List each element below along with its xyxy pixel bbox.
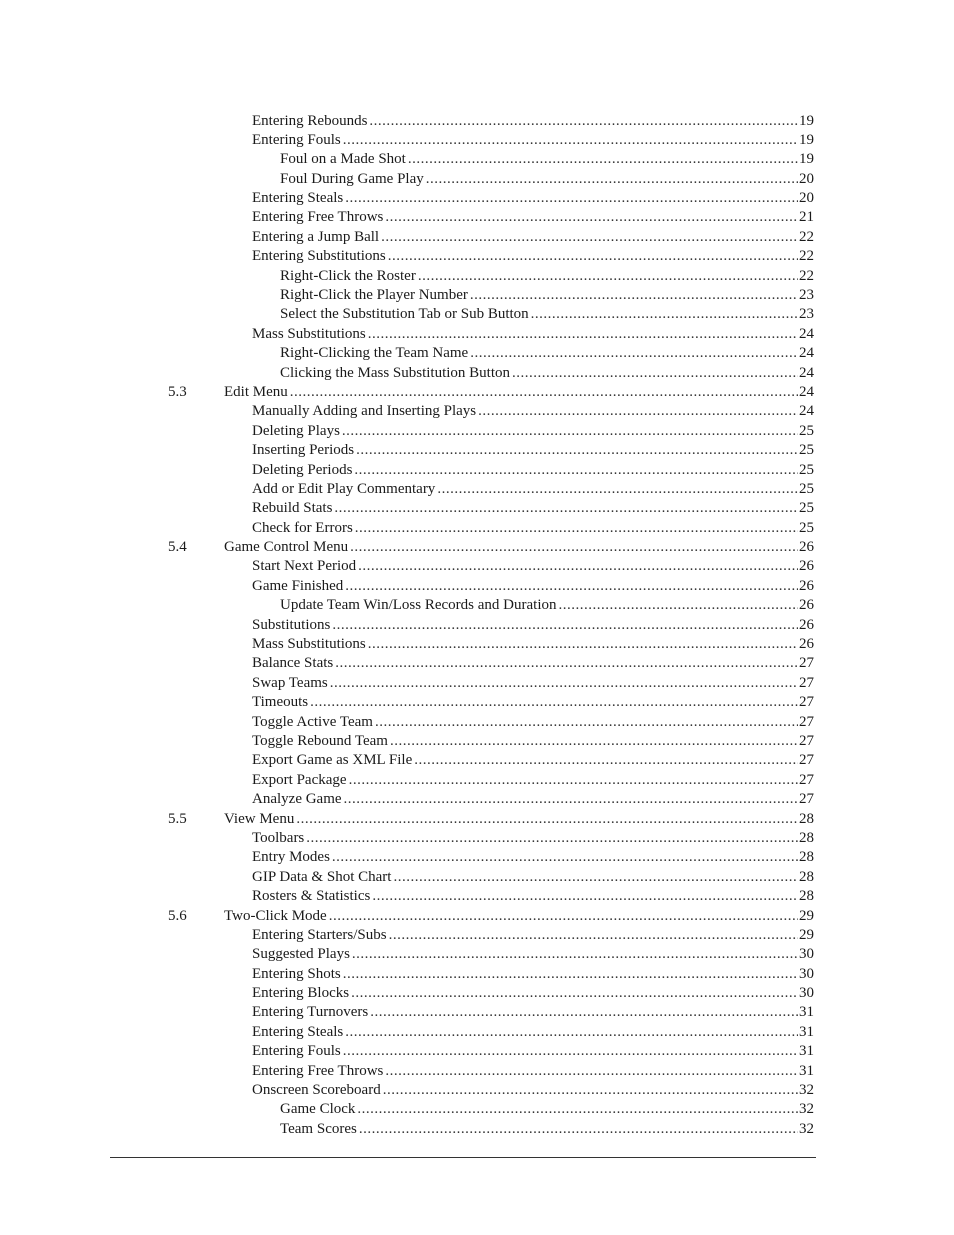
toc-entry[interactable] <box>0 810 954 829</box>
toc-entry-title: Select the Substitution Tab or Sub Button <box>280 306 529 323</box>
dot-leader <box>408 150 798 169</box>
toc-entry-line <box>252 228 814 247</box>
toc-entry-line <box>252 713 814 732</box>
toc-entry-line <box>252 771 814 790</box>
toc-entry-page: 24 <box>799 345 814 362</box>
toc-entry-line <box>224 383 814 402</box>
toc-entry-title: Toggle Rebound Team <box>252 733 388 749</box>
toc-entry-title: Entering Free Throws <box>252 1062 384 1079</box>
toc-entry[interactable] <box>0 189 954 208</box>
toc-entry[interactable] <box>0 907 954 926</box>
toc-entry-line <box>252 887 814 906</box>
toc-entry-title: GIP Data & Shot Chart <box>252 868 392 885</box>
toc-entry[interactable] <box>0 519 954 538</box>
dot-leader <box>335 654 798 673</box>
toc-entry-title: Right-Click the Player Number <box>280 287 468 304</box>
toc-entry[interactable] <box>0 131 954 150</box>
toc-entry[interactable] <box>0 771 954 790</box>
toc-entry[interactable] <box>0 713 954 732</box>
toc-entry-page: 22 <box>799 228 814 245</box>
toc-entry-line <box>252 480 814 499</box>
toc-entry-page: 27 <box>799 791 814 808</box>
dot-leader <box>470 286 798 305</box>
dot-leader <box>332 616 798 635</box>
toc-entry-title: Game Clock <box>280 1101 356 1118</box>
toc-entry[interactable] <box>0 887 954 906</box>
toc-entry-line <box>252 112 814 131</box>
toc-entry-page: 25 <box>799 519 814 536</box>
dot-leader <box>478 402 798 421</box>
dot-leader <box>306 829 798 848</box>
toc-entry-title: Entering Steals <box>252 190 344 207</box>
toc-entry-page: 27 <box>799 752 814 769</box>
dot-leader <box>349 771 798 790</box>
toc-entry-page: 31 <box>799 1023 814 1040</box>
toc-entry-line <box>252 461 814 480</box>
toc-entry[interactable] <box>0 654 954 673</box>
toc-entry-line <box>252 519 814 538</box>
toc-entry-page: 30 <box>799 985 814 1002</box>
toc-entry-page: 28 <box>799 829 814 846</box>
table-of-contents <box>0 112 954 1140</box>
toc-entry-title: Entering Turnovers <box>252 1004 369 1021</box>
dot-leader <box>357 1100 798 1119</box>
toc-entry-page: 32 <box>799 1120 814 1137</box>
toc-entry[interactable] <box>0 1081 954 1100</box>
toc-entry-line <box>252 557 814 576</box>
toc-entry-title: Mass Substitutions <box>252 636 366 653</box>
dot-leader <box>334 499 798 518</box>
footer-rule <box>110 1157 816 1158</box>
toc-entry-line <box>252 1062 814 1081</box>
toc-entry[interactable] <box>0 732 954 751</box>
toc-entry[interactable] <box>0 945 954 964</box>
toc-entry-line <box>252 693 814 712</box>
toc-entry-title: Foul on a Made Shot <box>280 151 406 168</box>
toc-entry-title: Entering Shots <box>252 965 341 982</box>
toc-entry-line <box>252 247 814 266</box>
toc-entry[interactable] <box>0 112 954 131</box>
toc-entry-page: 28 <box>799 888 814 905</box>
toc-entry[interactable] <box>0 170 954 189</box>
toc-entry[interactable] <box>0 208 954 227</box>
toc-entry-line <box>280 286 814 305</box>
toc-entry-title: Entering Rebounds <box>252 112 368 129</box>
dot-leader <box>350 538 798 557</box>
toc-entry-line <box>252 131 814 150</box>
toc-entry-title: Timeouts <box>252 694 309 711</box>
toc-entry-page: 25 <box>799 480 814 497</box>
toc-entry[interactable] <box>0 461 954 480</box>
toc-entry[interactable] <box>0 596 954 615</box>
toc-entry-page: 24 <box>799 403 814 420</box>
toc-entry-page: 29 <box>799 926 814 943</box>
dot-leader <box>393 868 798 887</box>
toc-entry-line <box>280 1120 814 1139</box>
toc-entry-line <box>280 150 814 169</box>
toc-entry[interactable] <box>0 480 954 499</box>
toc-entry-line <box>252 848 814 867</box>
dot-leader <box>356 441 798 460</box>
toc-entry-page: 24 <box>799 325 814 342</box>
toc-entry-page: 25 <box>799 442 814 459</box>
toc-entry-page: 27 <box>799 771 814 788</box>
toc-entry-title: Suggested Plays <box>252 946 350 963</box>
toc-entry-line <box>252 732 814 751</box>
dot-leader <box>354 461 798 480</box>
toc-entry-title: Game Finished <box>252 577 344 594</box>
toc-entry-title: Deleting Periods <box>252 461 353 478</box>
toc-entry-line <box>224 538 814 557</box>
toc-entry-title: Right-Clicking the Team Name <box>280 345 469 362</box>
toc-entry[interactable] <box>0 848 954 867</box>
toc-entry-page: 26 <box>799 636 814 653</box>
toc-entry-line <box>252 635 814 654</box>
toc-entry[interactable] <box>0 441 954 460</box>
toc-entry-page: 25 <box>799 461 814 478</box>
dot-leader <box>385 1062 798 1081</box>
toc-entry-page: 29 <box>799 907 814 924</box>
toc-entry[interactable] <box>0 751 954 770</box>
toc-entry[interactable] <box>0 267 954 286</box>
dot-leader <box>418 267 798 286</box>
toc-entry-title: Analyze Game <box>252 791 342 808</box>
toc-entry-line <box>252 499 814 518</box>
dot-leader <box>290 383 798 402</box>
toc-entry-page: 28 <box>799 849 814 866</box>
dot-leader <box>332 848 798 867</box>
toc-entry[interactable] <box>0 616 954 635</box>
dot-leader <box>381 228 798 247</box>
toc-entry[interactable] <box>0 557 954 576</box>
dot-leader <box>375 713 798 732</box>
toc-entry[interactable] <box>0 228 954 247</box>
toc-entry-title: Toolbars <box>252 829 305 846</box>
dot-leader <box>345 189 798 208</box>
toc-entry-line <box>252 1042 814 1061</box>
toc-entry-title: Rebuild Stats <box>252 500 333 517</box>
toc-entry[interactable] <box>0 1003 954 1022</box>
toc-entry-title: Rosters & Statistics <box>252 888 371 905</box>
toc-entry[interactable] <box>0 868 954 887</box>
toc-entry-page: 20 <box>799 170 814 187</box>
toc-entry-title: Entering a Jump Ball <box>252 228 380 245</box>
toc-entry-line <box>252 829 814 848</box>
toc-entry[interactable] <box>0 150 954 169</box>
dot-leader <box>343 1042 798 1061</box>
toc-entry-page: 19 <box>799 131 814 148</box>
dot-leader <box>531 305 798 324</box>
toc-entry-page: 26 <box>799 558 814 575</box>
toc-entry-page: 22 <box>799 248 814 265</box>
toc-entry-page: 27 <box>799 733 814 749</box>
toc-entry-page: 32 <box>799 1082 814 1099</box>
toc-entry-title: Foul During Game Play <box>280 170 424 187</box>
toc-entry-title: Two-Click Mode <box>224 907 327 924</box>
toc-entry-line <box>252 208 814 227</box>
section-number: 5.5 <box>168 810 187 827</box>
toc-entry-line <box>252 674 814 693</box>
toc-entry-page: 26 <box>799 597 814 614</box>
toc-entry[interactable] <box>0 305 954 324</box>
toc-entry-title: Update Team Win/Loss Records and Duration <box>280 597 557 614</box>
toc-entry-page: 25 <box>799 422 814 439</box>
toc-entry-line <box>252 577 814 596</box>
dot-leader <box>437 480 798 499</box>
dot-leader <box>330 674 798 693</box>
toc-entry-page: 22 <box>799 267 814 284</box>
toc-entry-title: Game Control Menu <box>224 539 349 556</box>
dot-leader <box>343 965 798 984</box>
toc-entry-title: Start Next Period <box>252 558 357 575</box>
toc-entry-line <box>280 170 814 189</box>
dot-leader <box>368 635 798 654</box>
toc-entry-line <box>280 596 814 615</box>
toc-entry[interactable] <box>0 286 954 305</box>
toc-entry-line <box>252 441 814 460</box>
toc-entry-page: 25 <box>799 500 814 517</box>
toc-entry-title: Manually Adding and Inserting Plays <box>252 403 477 420</box>
toc-entry-title: Toggle Active Team <box>252 713 373 730</box>
dot-leader <box>512 364 798 383</box>
toc-entry[interactable] <box>0 538 954 557</box>
toc-entry-page: 20 <box>799 190 814 207</box>
toc-entry-title: Team Scores <box>280 1120 357 1137</box>
toc-entry-line <box>280 305 814 324</box>
toc-entry[interactable] <box>0 344 954 363</box>
toc-entry-page: 27 <box>799 655 814 672</box>
toc-entry-page: 31 <box>799 1004 814 1021</box>
dot-leader <box>352 945 798 964</box>
toc-entry-line <box>252 325 814 344</box>
dot-leader <box>426 170 798 189</box>
toc-entry-title: Mass Substitutions <box>252 325 366 342</box>
dot-leader <box>310 693 798 712</box>
toc-entry-title: Onscreen Scoreboard <box>252 1082 381 1099</box>
toc-entry-title: Swap Teams <box>252 674 328 691</box>
toc-entry-page: 19 <box>799 112 814 129</box>
toc-entry[interactable] <box>0 984 954 1003</box>
toc-entry-title: Entry Modes <box>252 849 330 866</box>
toc-entry-line <box>224 810 814 829</box>
toc-entry-title: Inserting Periods <box>252 442 355 459</box>
toc-entry-line <box>280 344 814 363</box>
toc-entry-page: 23 <box>799 287 814 304</box>
toc-entry-title: Substitutions <box>252 616 331 633</box>
toc-entry[interactable] <box>0 965 954 984</box>
dot-leader <box>470 344 798 363</box>
toc-entry[interactable] <box>0 1023 954 1042</box>
dot-leader <box>343 131 798 150</box>
toc-entry-line <box>252 965 814 984</box>
toc-entry-page: 26 <box>799 577 814 594</box>
toc-entry-line <box>252 654 814 673</box>
toc-entry-line <box>252 945 814 964</box>
dot-leader <box>385 208 798 227</box>
toc-entry[interactable] <box>0 247 954 266</box>
toc-entry[interactable] <box>0 635 954 654</box>
toc-entry-page: 26 <box>799 539 814 556</box>
dot-leader <box>369 112 798 131</box>
dot-leader <box>329 907 798 926</box>
toc-entry-title: Edit Menu <box>224 383 288 400</box>
dot-leader <box>370 1003 798 1022</box>
section-number: 5.4 <box>168 539 187 556</box>
toc-entry-title: Export Game as XML File <box>252 752 413 769</box>
dot-leader <box>345 577 798 596</box>
toc-entry[interactable] <box>0 325 954 344</box>
toc-entry[interactable] <box>0 383 954 402</box>
toc-entry[interactable] <box>0 364 954 383</box>
dot-leader <box>414 751 798 770</box>
dot-leader <box>345 1023 798 1042</box>
toc-entry-title: Deleting Plays <box>252 422 340 439</box>
toc-entry[interactable] <box>0 422 954 441</box>
dot-leader <box>372 887 798 906</box>
toc-entry-line <box>252 422 814 441</box>
toc-entry-page: 21 <box>799 209 814 226</box>
toc-entry[interactable] <box>0 577 954 596</box>
dot-leader <box>342 422 798 441</box>
dot-leader <box>359 1120 798 1139</box>
toc-entry[interactable] <box>0 1062 954 1081</box>
toc-entry[interactable] <box>0 499 954 518</box>
toc-entry-page: 30 <box>799 946 814 963</box>
toc-entry-title: Entering Free Throws <box>252 209 384 226</box>
toc-entry-title: Entering Fouls <box>252 131 341 148</box>
toc-entry-line <box>252 868 814 887</box>
dot-leader <box>383 1081 798 1100</box>
toc-entry-page: 28 <box>799 868 814 885</box>
dot-leader <box>344 790 798 809</box>
toc-entry-title: Clicking the Mass Substitution Button <box>280 364 511 381</box>
toc-entry-title: Entering Starters/Subs <box>252 926 387 943</box>
toc-entry-title: Export Package <box>252 771 347 788</box>
toc-entry-title: Balance Stats <box>252 655 334 672</box>
toc-entry-page: 23 <box>799 306 814 323</box>
toc-entry-line <box>280 267 814 286</box>
toc-entry[interactable] <box>0 1120 954 1139</box>
toc-entry-page: 30 <box>799 965 814 982</box>
toc-entry-line <box>252 984 814 1003</box>
dot-leader <box>368 325 798 344</box>
dot-leader <box>390 732 798 751</box>
toc-entry-title: Entering Blocks <box>252 985 350 1002</box>
toc-entry-line <box>252 189 814 208</box>
toc-entry-line <box>224 907 814 926</box>
section-number: 5.3 <box>168 383 187 400</box>
toc-entry-page: 31 <box>799 1062 814 1079</box>
section-number: 5.6 <box>168 907 187 924</box>
toc-entry-line <box>252 926 814 945</box>
toc-entry-line <box>252 790 814 809</box>
toc-entry[interactable] <box>0 790 954 809</box>
toc-entry[interactable] <box>0 674 954 693</box>
toc-entry-title: Check for Errors <box>252 519 353 536</box>
dot-leader <box>351 984 798 1003</box>
toc-entry-title: Entering Steals <box>252 1023 344 1040</box>
toc-entry[interactable] <box>0 693 954 712</box>
toc-entry-page: 27 <box>799 713 814 730</box>
dot-leader <box>558 596 798 615</box>
toc-entry[interactable] <box>0 1100 954 1119</box>
toc-entry-line <box>252 751 814 770</box>
dot-leader <box>389 926 798 945</box>
dot-leader <box>358 557 798 576</box>
toc-entry-title: View Menu <box>224 810 295 827</box>
toc-entry-title: Entering Substitutions <box>252 248 386 265</box>
toc-entry-page: 27 <box>799 674 814 691</box>
toc-entry-title: Entering Fouls <box>252 1043 341 1060</box>
toc-entry-page: 24 <box>799 383 814 400</box>
toc-entry[interactable] <box>0 829 954 848</box>
toc-entry-page: 31 <box>799 1043 814 1060</box>
toc-entry-line <box>280 364 814 383</box>
toc-entry-page: 27 <box>799 694 814 711</box>
toc-entry-title: Right-Click the Roster <box>280 267 416 284</box>
toc-entry-line <box>252 1003 814 1022</box>
toc-entry-line <box>252 616 814 635</box>
toc-entry-line <box>252 402 814 421</box>
dot-leader <box>388 247 798 266</box>
toc-entry-page: 28 <box>799 810 814 827</box>
toc-entry-page: 32 <box>799 1101 814 1118</box>
toc-entry[interactable] <box>0 926 954 945</box>
toc-entry-title: Add or Edit Play Commentary <box>252 480 436 497</box>
toc-entry-page: 24 <box>799 364 814 381</box>
dot-leader <box>296 810 798 829</box>
dot-leader <box>355 519 798 538</box>
toc-entry-page: 19 <box>799 151 814 168</box>
toc-entry[interactable] <box>0 1042 954 1061</box>
toc-entry-line <box>280 1100 814 1119</box>
toc-entry-line <box>252 1023 814 1042</box>
toc-entry[interactable] <box>0 402 954 421</box>
toc-entry-line <box>252 1081 814 1100</box>
toc-entry-page: 26 <box>799 616 814 633</box>
